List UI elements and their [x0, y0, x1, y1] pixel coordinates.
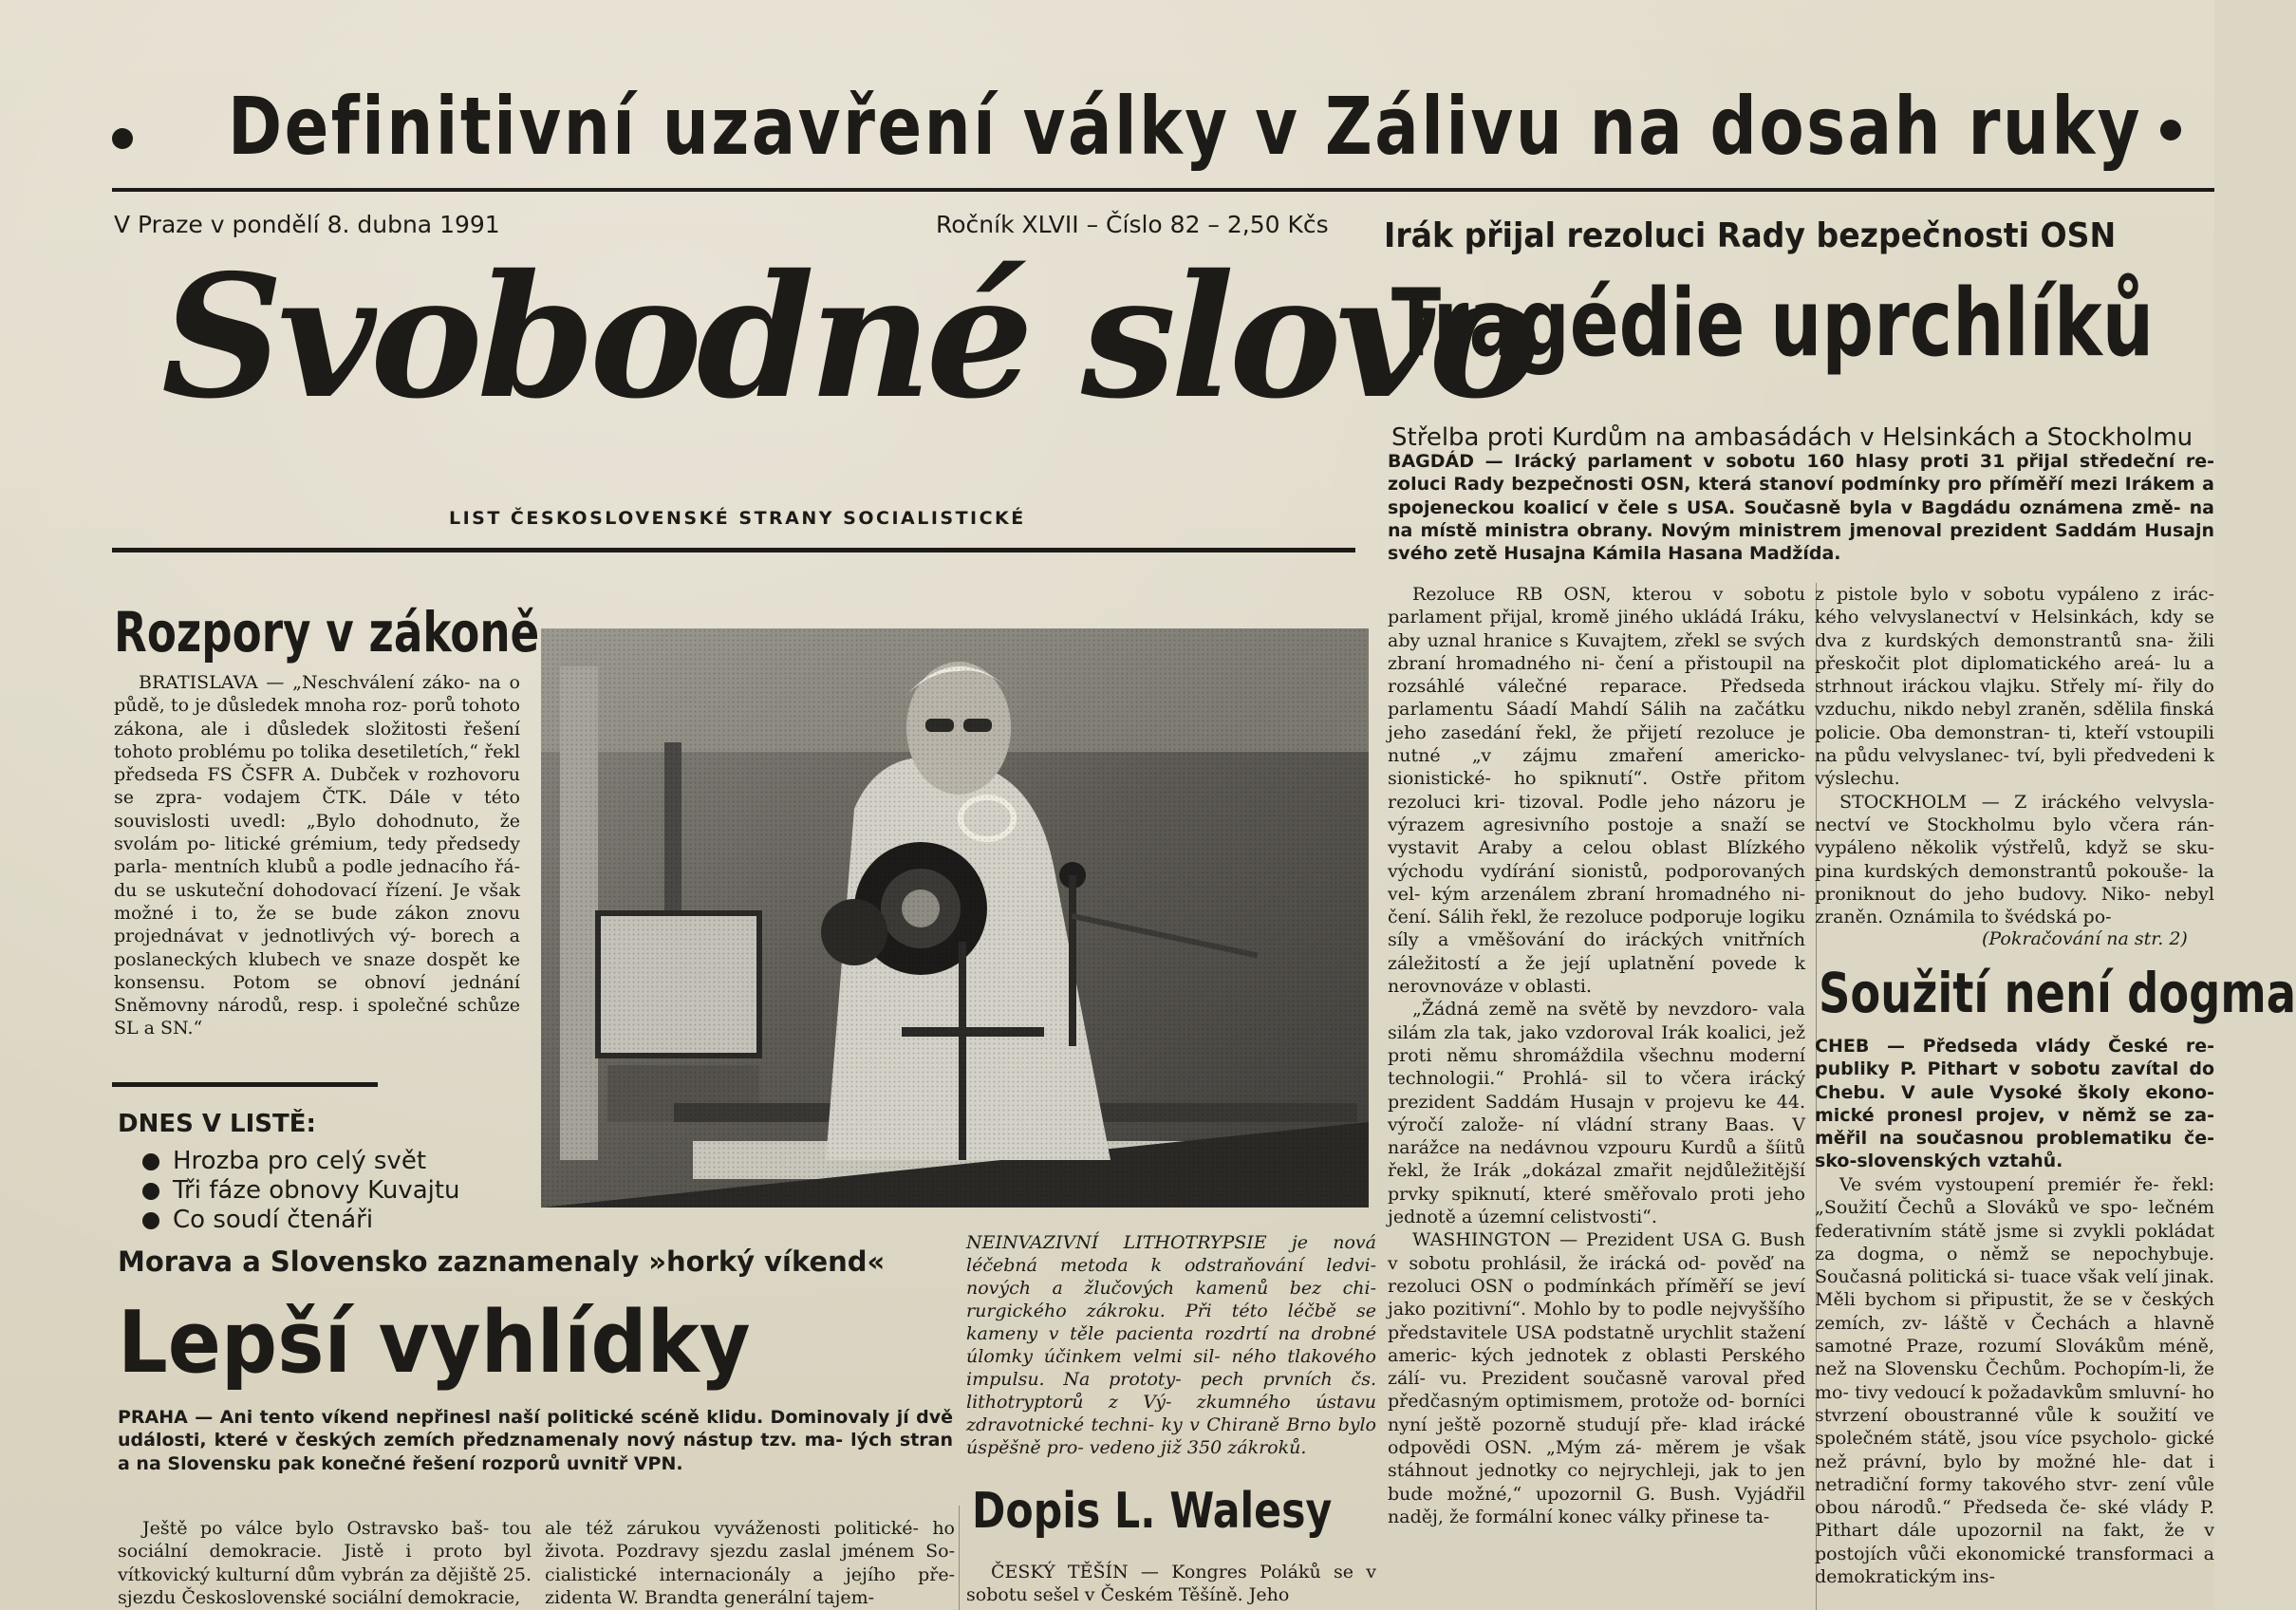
column-divider	[959, 1506, 960, 1610]
masthead-title: Svobodné slovo	[161, 237, 1536, 436]
photo-caption: NEINVAZIVNÍ LITHOTRYPSIE je nová léčebná metoda k odstraňování ledvi- nových a žlučových kamenů bez chi- rurgického zákroku. Při této léčbě se kameny v těle pacienta rozdrtí na drobné úlomky účinkem velmi sil- ného tlakového impulsu. Na prototy- pech prvních čs. lithotryptorů z Vý- zkumného ústavu zdravotnické techni- ky v Chiraně Brno bylo úspěšně pro- vedeno již 350 zákroků.	[966, 1232, 1376, 1458]
morava-paragraph: ale též zárukou vyváženosti politické- ho života. Pozdravy sjezdu zaslal jménem So- cialistické internacionály a jejího pře- zidenta W. Brandta generální tajem-	[545, 1518, 955, 1608]
irak-deck: Střelba proti Kurdům na ambasádách v Helsinkách a Stockholmu	[1391, 423, 2193, 452]
irak-col1-paragraph: „Žádná země na světě by nevzdoro- vala silám zla tak, jako vzdoroval Irák koalici, jež proti němu shromáždila všechnu moderní technologii.“ Prohlá- sil to včera irácký prezident Saddám Husajn v projevu ke 44. výročí založe- ní vládní strany Baas. V narážce na nedávnou vzpouru Kurdů a šíitů řekl, že Irák „dokázal zmařit nejdůležitější prvky spiknutí, které směřovalo proti jeho jednotě a územní celistvosti“.	[1388, 999, 1805, 1228]
dateline: V Praze v pondělí 8. dubna 1991	[114, 211, 500, 238]
irak-column-1	[1388, 583, 1805, 1610]
irak-column-2	[1815, 583, 2214, 951]
bullet-icon	[142, 1153, 159, 1170]
dnes-item: Hrozba pro celý svět	[142, 1147, 460, 1176]
banner-bullet-right	[2160, 120, 2181, 140]
walesa-headline: Dopis L. Walesy	[972, 1483, 1333, 1540]
masthead-rule	[112, 548, 1355, 552]
lithotrypsy-photo	[541, 628, 1369, 1208]
souziti-body	[1815, 1173, 2214, 1610]
rozpory-headline: Rozpory v zákoně	[114, 600, 540, 665]
irak-headline: Tragédie uprchlíků	[1391, 270, 2155, 378]
banner-bullet-left	[112, 128, 133, 149]
morava-lead: PRAHA — Ani tento víkend nepřinesl naší politické scéně klidu. Dominovaly jí dvě události, které v českých zemích předznamenaly nový nástup tzv. ma- lých stran a na Slovensku pak konečné řešení rozporů uvnitř VPN.	[118, 1407, 953, 1474]
irak-col2-paragraph: STOCKHOLM — Z iráckého velvysla- nectví ve Stockholmu bylo včera rán- vypáleno několik výstřelů, když se sku- pina kurdských demonstrantů pokouše- la proniknout do jeho budovy. Niko- nebyl zraněn. Oznámila to švédská po-	[1815, 791, 2214, 928]
morava-kicker: Morava a Slovensko zaznamenaly »horký víkend«	[118, 1245, 886, 1278]
irak-kicker: Irák přijal rezoluci Rady bezpečnosti OSN	[1384, 216, 2117, 255]
irak-continuation: (Pokračování na str. 2)	[1982, 928, 2188, 949]
souziti-lead: CHEB — Předseda vlády České re- publiky P. Pithart v sobotu zavítal do Chebu. V aule Vysoké školy ekono- mické pronesl projev, v němž se za- měřil na současnou problematiku če- sko-slovenských vztahů.	[1815, 1036, 2214, 1172]
issue-info: Ročník XLVII – Číslo 82 – 2,50 Kčs	[936, 211, 1329, 238]
bullet-icon	[142, 1212, 159, 1229]
morava-paragraph: Ještě po válce bylo Ostravsko baš- tou sociální demokracie. Jistě i proto byl vítkovický kulturní dům vybrán za dějiště 25. sjezdu Československé sociální demokracie,	[118, 1518, 532, 1608]
rozpory-rule	[112, 1082, 378, 1087]
irak-col1-paragraph: Rezoluce RB OSN, kterou v sobotu parlament přijal, kromě jiného ukládá Iráku, aby uznal hranice s Kuvajtem, zřekl se svých zbraní hromadného ni- čení a přistoupil na rozsáhlé válečné reparace. Předseda parlamentu Sáadí Mahdí Sálih na začátku jeho zasedání řekl, že přijetí rezoluce je nutné „v zájmu zmaření americko-sionistické- ho spiknutí“. Ostře přitom rezoluci kri- tizoval. Podle jeho názoru je výrazem agresivního postoje a snaží se vystavit Araby a celou oblast Blízkého východu vydírání sionistů, podporovaných vel- kým arzenálem zbraní hromadného ni- čení. Sálih řekl, že rezoluce podporuje logiku síly a vměšování do iráckých vnitřních záležitostí a že její uplatnění povede k nerovnováze v oblasti.	[1388, 584, 1805, 998]
bullet-icon	[142, 1183, 159, 1200]
irak-col1-paragraph: WASHINGTON — Prezident USA G. Bush v sobotu prohlásil, že irácká od- pověď na rezoluci OSN o podmínkách příměří se jeví jako pozitivní“. Mohlo by to podle nejvyššího představitele USA podstatně urychlit stažení americ- kých jednotek z oblasti Perského zálí- vu. Prezident současně varoval před předčasným optimismem, protože od- borníci nyní ještě pozorně studují pře- klad irácké odpovědi OSN. „Mým zá- měrem je však stáhnout jednotky co nejrychleji, jak to jen bude možné,“ upozornil G. Bush. Vyjádřil naděj, že formální konec války přinese ta-	[1388, 1229, 1805, 1527]
dnes-list	[142, 1147, 460, 1235]
rozpory-paragraph: BRATISLAVA — „Neschválení záko- na o půdě, to je důsledek mnoha roz- porů tohoto zákona, ale i důsledek složitosti řešení tohoto problému po tolika desetiletích,“ řekl předseda FS ČSFR A. Dubček v rozhovoru se zpra- vodajem ČTK. Dále v této souvislosti uvedl: „Bylo dohodnuto, že svolám po- litické grémium, tedy předsedy parla- mentních klubů a podle jednacího řá- du se uskuteční dohodovací řízení. Je však možné i to, že se bude zákon znovu projednávat v jednotlivých vý- borech a poslaneckých klubech ve snaze dospět ke konsensu. Potom se obnoví jednání Sněmovny národů, resp. i společné schůze SL a SN.“	[114, 672, 520, 1039]
walesa-paragraph: ČESKÝ TĚŠÍN — Kongres Poláků se v sobotu sešel v Českém Těšíně. Jeho	[966, 1562, 1376, 1606]
rozpory-body	[114, 671, 520, 1085]
irak-col2-paragraph: z pistole bylo v sobotu vypáleno z irác- kého velvyslanectví v Helsinkách, kdy se dva z kurdských demonstrantů sna- žili přeskočit plot diplomatického areá- lu a strhnout iráckou vlajku. Střely mí- řily do vzduchu, nikdo nebyl zraněn, sdělila finská policie. Oba demonstran- ti, kteří vstoupili na půdu velvyslanec- tví, byli předvedeni k výslechu.	[1815, 584, 2214, 790]
dnes-title: DNES V LISTĚ:	[118, 1110, 316, 1138]
dnes-item: Tři fáze obnovy Kuvajtu	[142, 1176, 460, 1206]
lithotrypsy-photo-image	[541, 628, 1369, 1208]
morava-column-1	[118, 1517, 532, 1610]
masthead-subtitle: LIST ČESKOSLOVENSKÉ STRANY SOCIALISTICKÉ	[449, 508, 1026, 529]
souziti-headline: Soužití není dogma	[1819, 961, 2296, 1025]
walesa-body	[966, 1561, 1376, 1610]
irak-lead: BAGDÁD — Irácký parlament v sobotu 160 hlasy proti 31 přijal středeční re- zoluci Rady bezpečnosti OSN, která stanoví podmínky pro příměří mezi Irákem a spojeneckou koalicí v čele s USA. Současně byla v Bagdádu oznámena změ- na na místě ministra obrany. Novým ministrem jmenoval prezident Saddám Husajn svého zetě Husajna Kámila Hasana Madžída.	[1388, 451, 2214, 565]
souziti-paragraph: Ve svém vystoupení premiér ře- řekl: „Soužití Čechů a Slováků ve spo- lečném federativním státě jsme si zvykli pokládat za dogma, o němž se nepochybuje. Současná politická si- tuace však velí jinak. Měli bychom si připustit, že se v českých zemích, zv- láště v Čechách a hlavně samotné Praze, rozumí Slovákům méně, než na Slovensku Čechům. Pochopím-li, že mo- tivy vedoucí k požadavkům smluvní- ho stvrzení oboustranné vůle k soužití ve společném státě, jsou více psycholo- gické než právní, bylo by možné hle- dat i netradiční formy takového stvr- zení vůle obou národů.“ Předseda če- ské vlády P. Pithart dále upozornil na fakt, že v postojích vůči ekonomické transformaci a demokratickým ins-	[1815, 1174, 2214, 1588]
morava-column-2	[545, 1517, 955, 1610]
dnes-item: Co soudí čtenáři	[142, 1206, 460, 1235]
morava-headline: Lepší vyhlídky	[118, 1293, 751, 1393]
banner-headline: Definitivní uzavření války v Zálivu na dosah ruky	[228, 80, 2142, 173]
banner-rule	[112, 188, 2214, 192]
